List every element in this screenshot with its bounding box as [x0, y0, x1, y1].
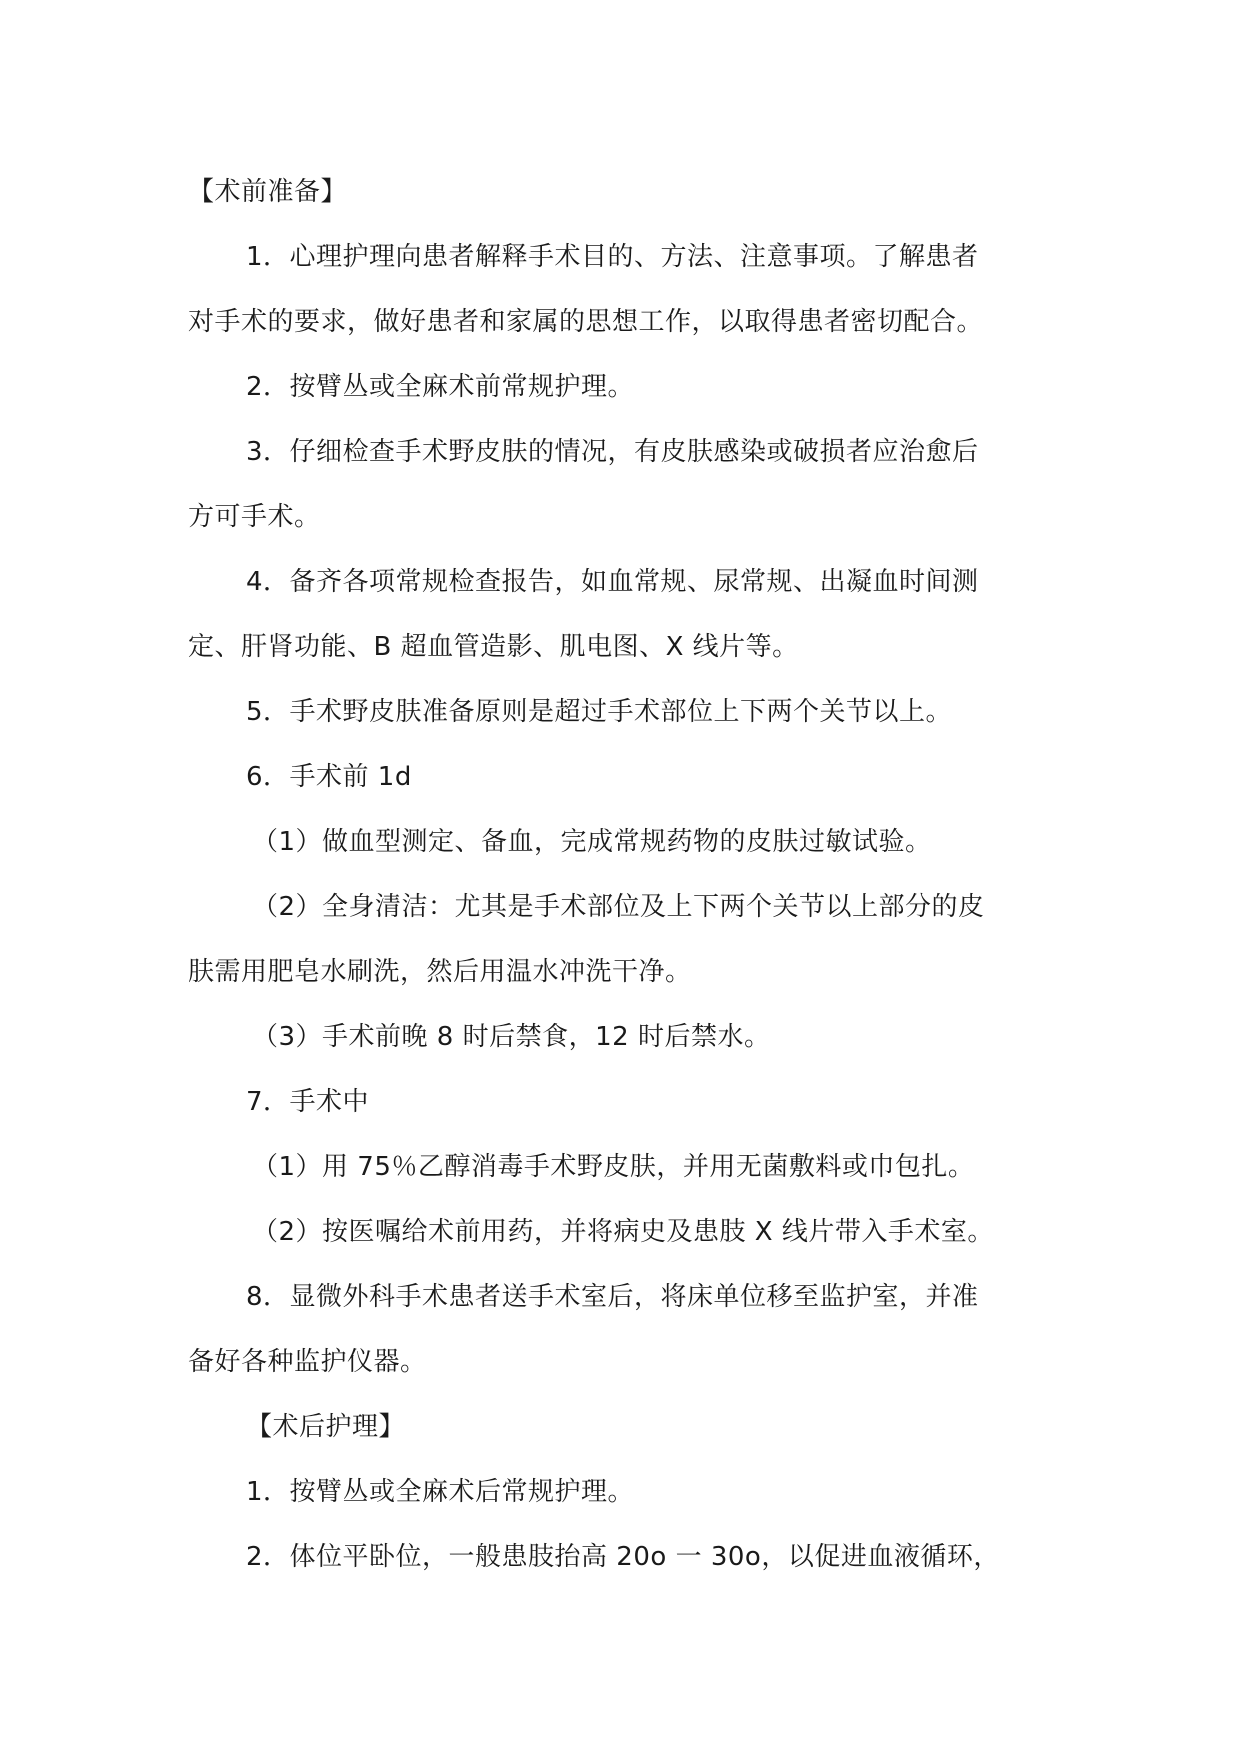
- paragraph-pre-op-6: 6．手术前 1d: [246, 762, 412, 792]
- paragraph-post-op-2: 2．体位平卧位，一般患肢抬高 20o 一 30o，以促进血液循环，: [246, 1542, 1000, 1572]
- paragraph-pre-op-7: 7．手术中: [246, 1087, 370, 1117]
- section-heading-pre-op: 【术前准备】: [188, 177, 348, 207]
- subitem-pre-op-7-2: （2）按医嘱给术前用药，并将病史及患肢 X 线片带入手术室。: [252, 1217, 994, 1247]
- paragraph-pre-op-4: 4．备齐各项常规检查报告，如血常规、尿常规、出凝血时间测: [246, 567, 979, 597]
- subitem-pre-op-6-2: （2）全身清洁：尤其是手术部位及上下两个关节以上部分的皮: [252, 892, 985, 922]
- subitem-pre-op-7-1: （1）用 75％乙醇消毒手术野皮肤，并用无菌敷料或巾包扎。: [252, 1152, 975, 1182]
- section-heading-post-op: 【术后护理】: [246, 1412, 406, 1442]
- paragraph-pre-op-3: 3．仔细检查手术野皮肤的情况，有皮肤感染或破损者应治愈后: [246, 437, 979, 467]
- paragraph-pre-op-2: 2．按臂丛或全麻术前常规护理。: [246, 372, 635, 402]
- paragraph-pre-op-3-cont: 方可手术。: [188, 502, 321, 532]
- paragraph-post-op-1: 1．按臂丛或全麻术后常规护理。: [246, 1477, 635, 1507]
- subitem-pre-op-6-2-cont: 肤需用肥皂水刷洗，然后用温水冲洗干净。: [188, 957, 692, 987]
- paragraph-pre-op-5: 5．手术野皮肤准备原则是超过手术部位上下两个关节以上。: [246, 697, 953, 727]
- paragraph-pre-op-1-cont: 对手术的要求，做好患者和家属的思想工作，以取得患者密切配合。: [188, 307, 984, 337]
- subitem-pre-op-6-1: （1）做血型测定、备血，完成常规药物的皮肤过敏试验。: [252, 827, 932, 857]
- paragraph-pre-op-4-cont: 定、肝肾功能、B 超血管造影、肌电图、X 线片等。: [188, 632, 799, 662]
- subitem-pre-op-6-3: （3）手术前晚 8 时后禁食，12 时后禁水。: [252, 1022, 771, 1052]
- paragraph-pre-op-8: 8．显微外科手术患者送手术室后，将床单位移至监护室，并准: [246, 1282, 979, 1312]
- paragraph-pre-op-8-cont: 备好各种监护仪器。: [188, 1347, 427, 1377]
- paragraph-pre-op-1: 1．心理护理向患者解释手术目的、方法、注意事项。了解患者: [246, 242, 979, 272]
- document-body: [188, 160, 1058, 1590]
